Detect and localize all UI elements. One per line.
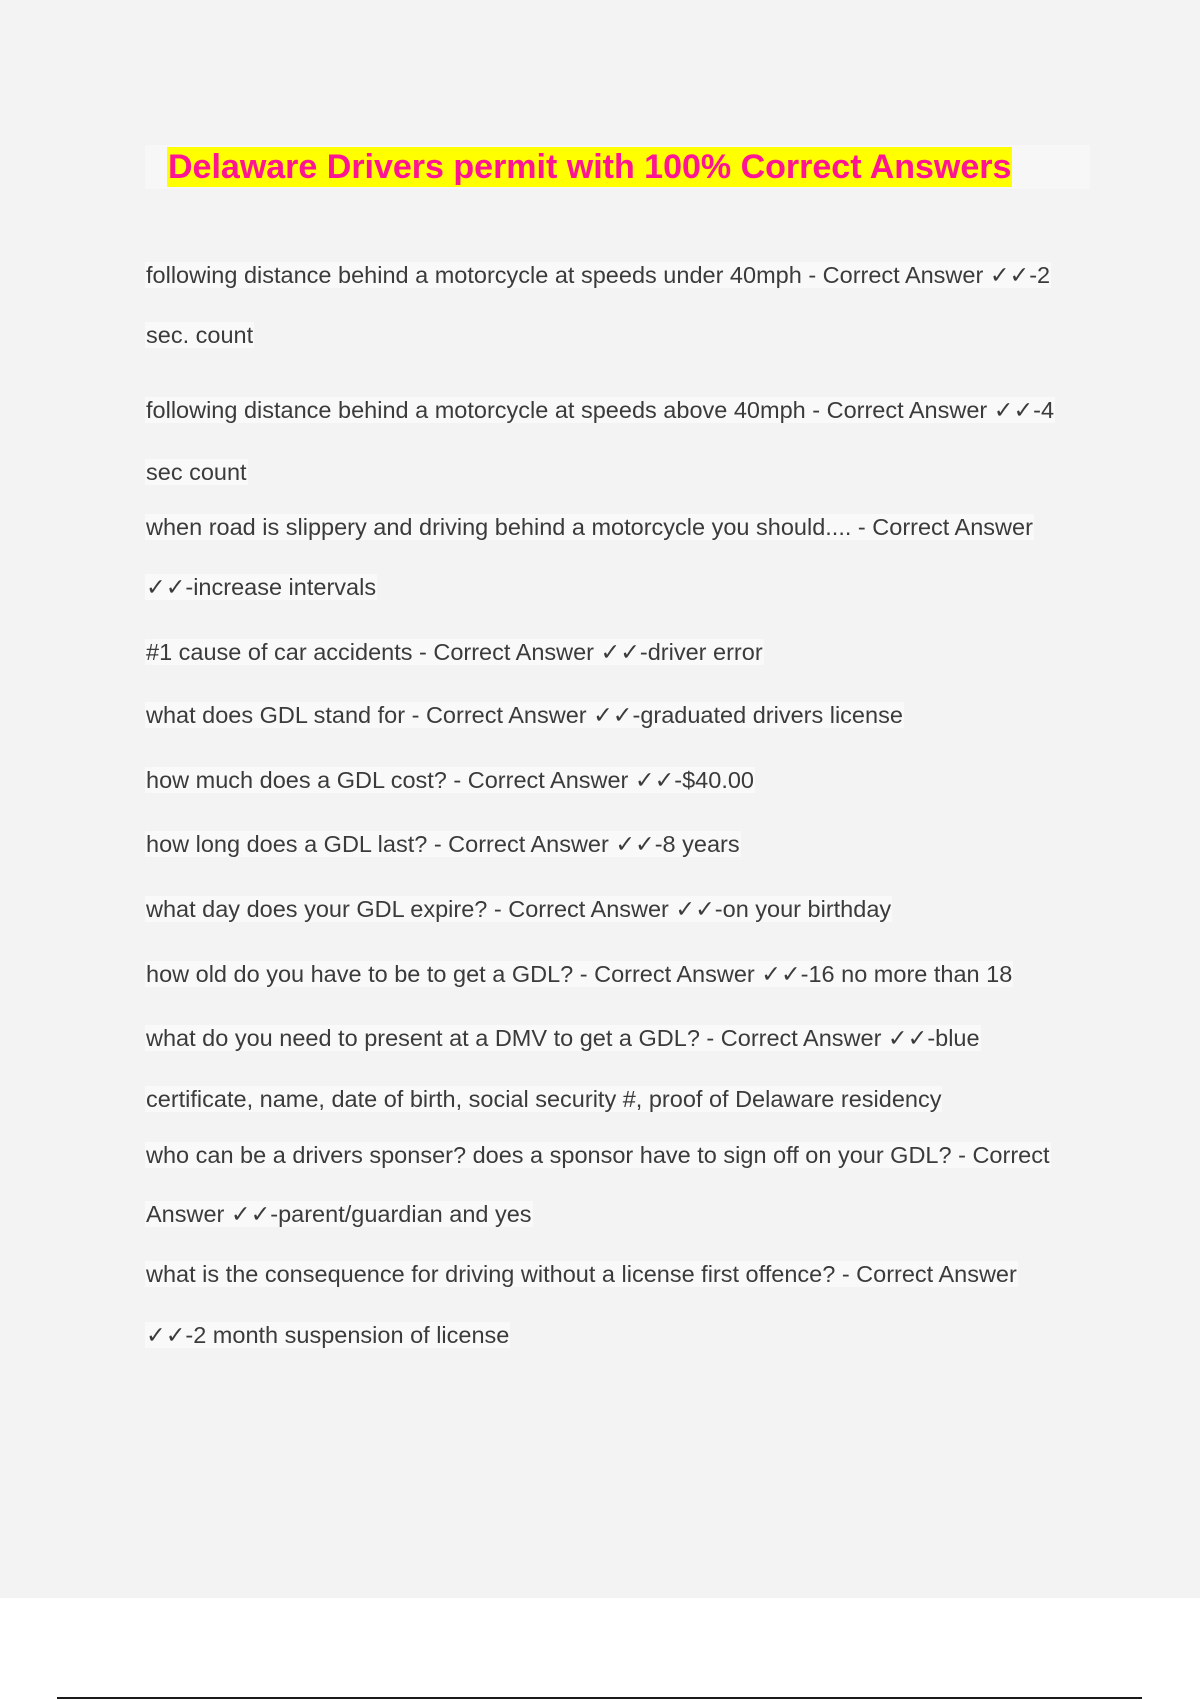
line-text: following distance behind a motorcycle at speeds above 40mph - Correct Answer ✓✓-4: [146, 397, 1055, 423]
line-text: what is the consequence for driving without a license first offence? - Correct Answer: [146, 1261, 1017, 1287]
text-line: [145, 700, 904, 730]
line-text: when road is slippery and driving behind a motorcycle you should.... - Correct Answer: [146, 514, 1033, 540]
line-text: #1 cause of car accidents - Correct Answer ✓✓-driver error: [146, 639, 763, 665]
text-line: [145, 959, 1013, 989]
text-line: [145, 572, 377, 602]
text-line: [145, 512, 1034, 542]
text-line: [145, 1199, 533, 1229]
text-line: [145, 765, 755, 795]
document-title: Delaware Drivers permit with 100% Correct Answers: [168, 148, 1012, 186]
line-text: what do you need to present at a DMV to get a GDL? - Correct Answer ✓✓-blue: [146, 1025, 980, 1051]
text-line: [145, 894, 892, 924]
line-text: sec. count: [146, 322, 254, 348]
line-text: how long does a GDL last? - Correct Answer ✓✓-8 years: [146, 831, 740, 857]
text-line: [145, 1023, 981, 1053]
text-line: [145, 1084, 942, 1114]
line-text: certificate, name, date of birth, social security #, proof of Delaware residency: [146, 1086, 942, 1112]
line-text: what day does your GDL expire? - Correct Answer ✓✓-on your birthday: [146, 896, 892, 922]
footer-rule: [57, 1697, 1142, 1699]
text-line: [145, 1320, 510, 1350]
text-line: [145, 395, 1055, 425]
line-text: who can be a drivers sponser? does a sponsor have to sign off on your GDL? - Correct: [146, 1142, 1050, 1168]
text-line: [145, 1259, 1018, 1289]
text-line: [145, 1140, 1051, 1170]
text-line: [145, 457, 248, 487]
line-text: following distance behind a motorcycle at speeds under 40mph - Correct Answer ✓✓-2: [146, 262, 1051, 288]
line-text: sec count: [146, 459, 247, 485]
line-text: Answer ✓✓-parent/guardian and yes: [146, 1201, 532, 1227]
text-line: [145, 260, 1051, 290]
text-line: [145, 320, 254, 350]
text-line: [145, 829, 741, 859]
line-text: what does GDL stand for - Correct Answer ✓✓-graduated drivers license: [146, 702, 903, 728]
line-text: how old do you have to be to get a GDL? - Correct Answer ✓✓-16 no more than 18: [146, 961, 1013, 987]
text-line: [145, 637, 764, 667]
line-text: ✓✓-2 month suspension of license: [146, 1322, 510, 1348]
line-text: ✓✓-increase intervals: [146, 574, 377, 600]
line-text: how much does a GDL cost? - Correct Answer ✓✓-$40.00: [146, 767, 754, 793]
